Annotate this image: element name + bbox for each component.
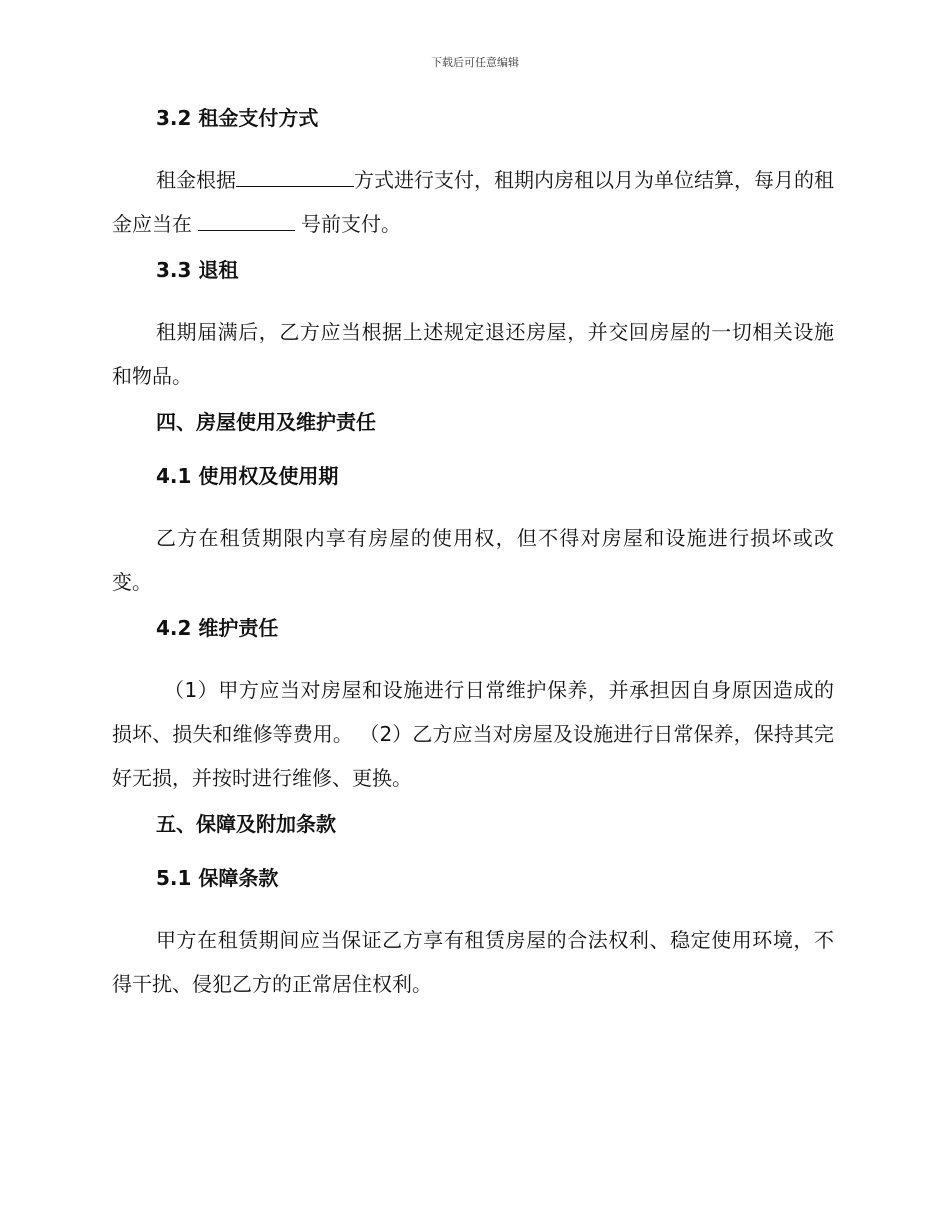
payment-day-blank bbox=[198, 212, 295, 231]
chapter-heading-5: 五、保障及附加条款 bbox=[156, 812, 336, 836]
page-header: 下载后可任意编辑 bbox=[431, 56, 519, 69]
paragraph-text: 方式进行支付，租期内房租以月为单位结算，每月的租金应当在 bbox=[112, 168, 834, 236]
paragraph-text: 租金根据 bbox=[156, 168, 236, 192]
section-heading-4-2: 4.2 维护责任 bbox=[156, 616, 279, 640]
paragraph-rent-payment bbox=[112, 158, 834, 246]
section-heading-4-1: 4.1 使用权及使用期 bbox=[156, 464, 339, 488]
paragraph-text: 号前支付。 bbox=[301, 212, 401, 236]
paragraph-usage-rights: 乙方在租赁期限内享有房屋的使用权，但不得对房屋和设施进行损坏或改变。 bbox=[112, 526, 834, 594]
paragraph-guarantee: 甲方在租赁期间应当保证乙方享有租赁房屋的合法权利、稳定使用环境，不得干扰、侵犯乙方的正常居住权利。 bbox=[112, 928, 834, 996]
section-heading-5-1: 5.1 保障条款 bbox=[156, 866, 279, 890]
section-heading-3-2: 3.2 租金支付方式 bbox=[156, 106, 319, 130]
section-heading-3-3: 3.3 退租 bbox=[156, 258, 239, 282]
paragraph-maintenance: （1）甲方应当对房屋和设施进行日常维护保养，并承担因自身原因造成的损坏、损失和维修等费用。 （2）乙方应当对房屋及设施进行日常保养，保持其完好无损，并按时进行维修、更换。 bbox=[112, 678, 834, 790]
chapter-heading-4: 四、房屋使用及维护责任 bbox=[156, 410, 376, 434]
document-body bbox=[112, 104, 834, 1016]
payment-method-blank bbox=[236, 168, 354, 187]
paragraph-lease-termination: 租期届满后，乙方应当根据上述规定退还房屋，并交回房屋的一切相关设施和物品。 bbox=[112, 320, 834, 388]
